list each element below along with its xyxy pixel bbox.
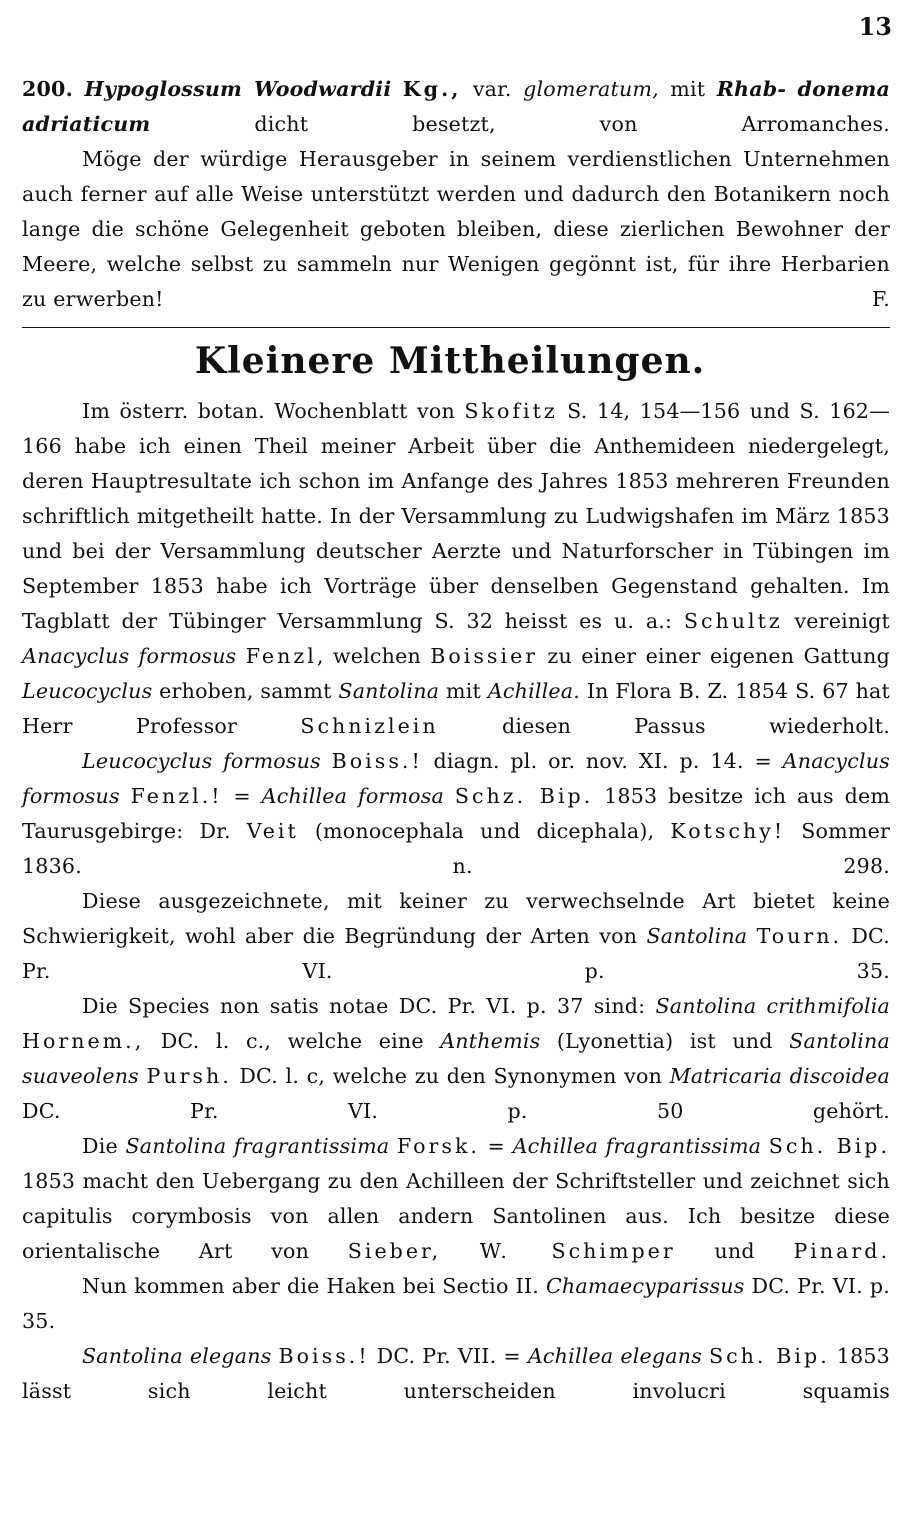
text-run: DC. Pr. VI. p. 50 gehört.	[22, 1099, 890, 1123]
author-name: Hornem.,	[22, 1029, 145, 1053]
author-name: Boiss.!	[331, 749, 423, 773]
page-number: 13	[858, 12, 892, 41]
entry-line2-italic: donema adriaticum	[22, 77, 891, 136]
species-name: Anacyclus formosus	[22, 749, 890, 808]
species-name: Santolina fragrantissima	[125, 1134, 390, 1158]
text-run: Sommer 1836. n. 298.	[22, 819, 891, 878]
species-name: Chamaecyparissus	[545, 1274, 745, 1298]
author-name: W. Schimper	[479, 1239, 676, 1263]
author-name: Sch. Bip.	[768, 1134, 891, 1158]
author-name: Sch. Bip.	[709, 1344, 830, 1368]
text-run: S. 14, 154—156 und S. 162—166 habe ich einen Theil meiner Arbeit über die Anthemideen niedergelegt, deren Hauptresultate ich schon im Anfange des Jahres 1853 mehreren Freunden schriftlich mitgetheilt hatte. In der Versammlung zu Ludwigshafen im März 1853 und bei der Versammlung deutscher Aerzte und Naturforscher in Tübingen im September 1853 habe ich Vorträge über denselben Gegenstand gehalten. Im Tagblatt der Tübinger Versammlung S. 32 heisst es u. a.:	[22, 399, 891, 633]
author-name: Boiss.!	[278, 1344, 370, 1368]
entry-var-prefix: var.	[472, 77, 512, 101]
text-run: DC. Pr. VII. =	[376, 1344, 521, 1368]
top-section	[22, 72, 890, 317]
text-run: (monocephala und dicephala),	[314, 819, 655, 843]
entry-200	[22, 72, 890, 142]
species-name: Santolina	[646, 924, 748, 948]
species-name: Achillea formosa	[261, 784, 445, 808]
text-run: 1853 lässt sich leicht unterscheiden involucri squamis	[22, 1344, 890, 1403]
text-run: Die Species non satis notae DC. Pr. VI. p. 37 sind:	[82, 994, 646, 1018]
text-run: DC. l. c, welche zu den Synonymen von	[239, 1064, 663, 1088]
species-name: Achillea.	[487, 679, 581, 703]
text-run: DC. l. c., welche eine	[160, 1029, 424, 1053]
main-text	[22, 394, 890, 1409]
species-name: Santolina crithmifolia	[655, 994, 891, 1018]
author-name: Pinard.	[793, 1239, 890, 1263]
text-run: , welchen	[316, 644, 421, 668]
text-run: =	[233, 784, 251, 808]
text-run: und	[714, 1239, 755, 1263]
text-run: diagn. pl. or. nov. XI. p. 14. =	[433, 749, 772, 773]
entry-rhab: Rhab-	[716, 77, 787, 101]
species-name: Santolina	[338, 679, 440, 703]
species-name: Matricaria discoidea	[669, 1064, 890, 1088]
text-run: Im österr. botan. Wochenblatt von	[82, 399, 455, 423]
paragraph-4	[22, 989, 890, 1129]
author-name: Schnizlein	[300, 714, 439, 738]
paragraph-2	[22, 744, 890, 884]
text-run: DC. Pr. VI. p. 35.	[22, 924, 890, 983]
entry-number: 200.	[22, 77, 73, 101]
text-run: DC. Pr. VI. p. 35.	[22, 1274, 891, 1333]
review-signature: F.	[871, 287, 890, 311]
author-name: Schultz	[683, 609, 783, 633]
text-run: vereinigt	[794, 609, 890, 633]
author-name: Pursh.	[146, 1064, 232, 1088]
paragraph-1	[22, 394, 890, 744]
species-name: Leucocyclus	[22, 679, 153, 703]
species-name: Anthemis	[440, 1029, 541, 1053]
paragraph-3	[22, 884, 890, 989]
author-name: Fenzl.!	[130, 784, 223, 808]
author-name: Forsk.	[396, 1134, 480, 1158]
species-name: Leucocyclus formosus	[82, 749, 321, 773]
text-run: In Flora B. Z. 1854 S. 67 hat Herr Professor	[22, 679, 890, 738]
author-name: Kotschy!	[670, 819, 786, 843]
text-run: =	[487, 1134, 506, 1158]
author-name: Boissier	[430, 644, 539, 668]
author-name: Veit	[246, 819, 299, 843]
author-name: Tourn.	[756, 924, 843, 948]
species-name: Anacyclus formosus	[22, 644, 237, 668]
paragraph-5	[22, 1129, 890, 1269]
entry-var: glomeratum,	[523, 77, 659, 101]
text-run: mit	[446, 679, 482, 703]
text-run: (Lyonettia) ist und	[556, 1029, 773, 1053]
author-name: Skofitz	[464, 399, 558, 423]
section-heading: Kleinere Mittheilungen.	[194, 340, 706, 382]
paragraph-7	[22, 1339, 890, 1409]
species-name: Santolina suaveolens	[22, 1029, 890, 1088]
text-run: diesen Passus wiederholt.	[501, 714, 891, 738]
text-run: erhoben, sammt	[159, 679, 332, 703]
text-run: 1853 macht den Uebergang zu den Achilleen der Schriftsteller und zeichnet sich capitulis corymbosis von allen andern Santolinen aus. Ich besitze diese orientalische Art von	[22, 1169, 890, 1263]
text-run: Die	[82, 1134, 118, 1158]
entry-genus: Hypoglossum Woodwardii	[84, 77, 392, 101]
entry-author: Kg.,	[402, 77, 462, 101]
text-run: Diese ausgezeichnete, mit keiner zu verwechselnde Art bietet keine Schwierigkeit, wohl aber die Begründung der Arten von	[22, 889, 890, 948]
species-name: Achillea elegans	[527, 1344, 703, 1368]
entry-mid: mit	[670, 77, 706, 101]
author-name: Fenzl	[245, 644, 317, 668]
text-run: Nun kommen aber die Haken bei Sectio II.	[82, 1274, 539, 1298]
author-name: Sieber,	[347, 1239, 442, 1263]
species-name: Achillea fragrantissima	[512, 1134, 762, 1158]
section-divider	[22, 327, 890, 328]
text-run: 1853 besitze ich aus dem Taurusgebirge: Dr.	[22, 784, 891, 843]
text-run: zu einer einer eigenen Gattung	[547, 644, 890, 668]
paragraph-6	[22, 1269, 890, 1339]
species-name: Santolina elegans	[82, 1344, 272, 1368]
author-name: Schz. Bip.	[454, 784, 594, 808]
review-paragraph	[22, 142, 890, 317]
review-text: Möge der würdige Herausgeber in seinem verdienstlichen Unternehmen auch ferner auf alle Weise unterstützt werden und dadurch den Botanikern noch lange die schöne Gelegenheit geboten bleiben, diese zierlichen Bewohner der Meere, welche selbst zu sammeln nur Wenigen gegönnt ist, für ihre Herbarien zu erwerben!	[22, 147, 890, 311]
entry-line2-rest: dicht besetzt, von Arromanches.	[254, 112, 890, 136]
